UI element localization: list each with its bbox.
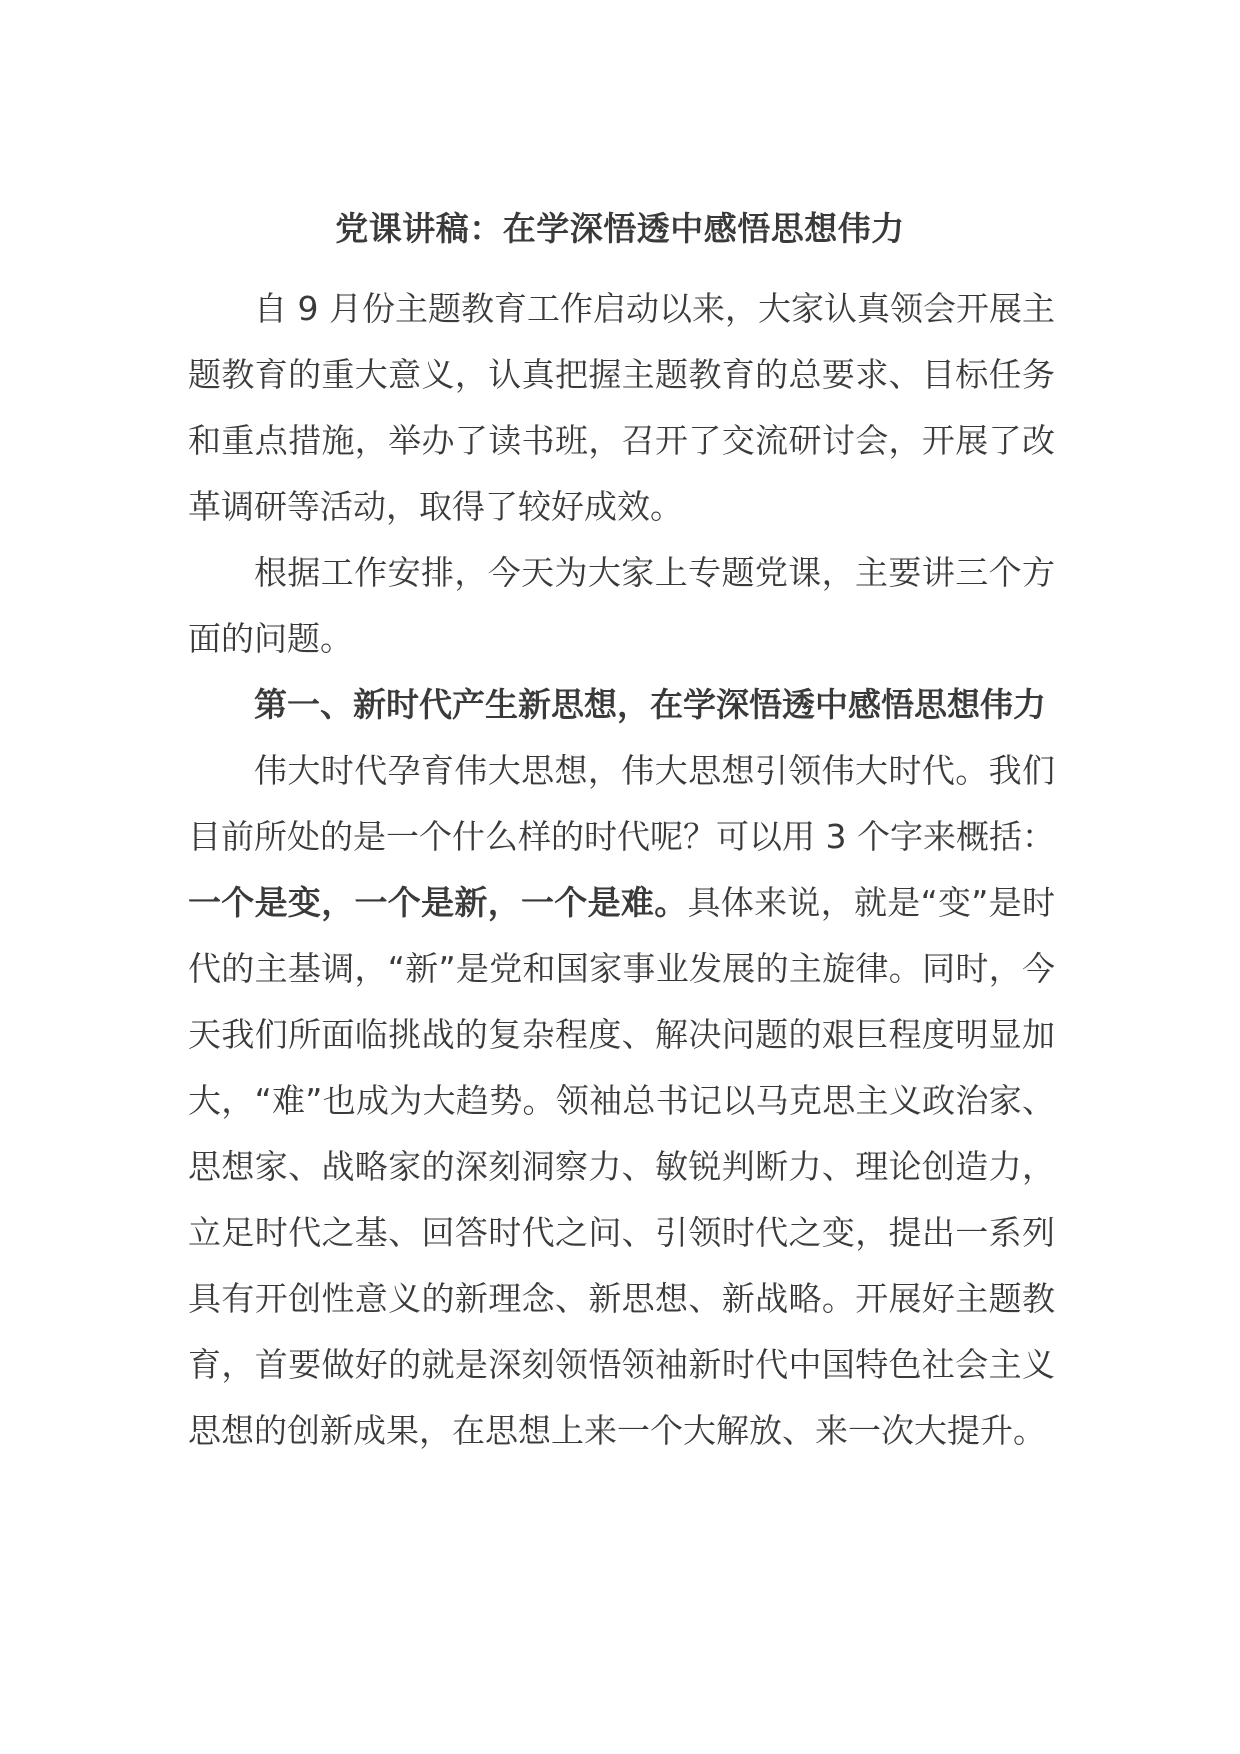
paragraph-era-bold-summary: 一个是变，一个是新，一个是难。 (188, 883, 688, 922)
paragraph-arrangement: 根据工作安排，今天为大家上专题党课，主要讲三个方面的问题。 (188, 553, 1055, 658)
section-heading-1: 第一、新时代产生新思想，在学深悟透中感悟思想伟力 (254, 685, 1046, 724)
paragraph-era (188, 738, 1055, 1464)
document-title: 党课讲稿：在学深悟透中感悟思想伟力 (335, 209, 905, 248)
document-body (188, 276, 1055, 1464)
paragraph-intro: 自 9 月份主题教育工作启动以来，大家认真领会开展主题教育的重大意义，认真把握主题教育的总要求、目标任务和重点措施，举办了读书班，召开了交流研讨会，开展了改革调研等活动，取得了较好成效。 (188, 289, 1055, 526)
paragraph-era-rest: 具体来说，就是“变”是时代的主基调，“新”是党和国家事业发展的主旋律。同时，今天我们所面临挑战的复杂程度、解决问题的艰巨程度明显加大，“难”也成为大趋势。领袖总书记以马克思主义政治家、思想家、战略家的深刻洞察力、敏锐判断力、理论创造力，立足时代之基、回答时代之问、引领时代之变，提出一系列具有开创性意义的新理念、新思想、新战略。开展好主题教育，首要做好的就是深刻领悟领袖新时代中国特色社会主义思想的创新成果，在思想上来一个大解放、来一次大提升。 (188, 883, 1055, 1450)
paragraph-era-intro: 伟大时代孕育伟大思想，伟大思想引领伟大时代。我们目前所处的是一个什么样的时代呢？可以用 3 个字来概括： (188, 751, 1055, 856)
